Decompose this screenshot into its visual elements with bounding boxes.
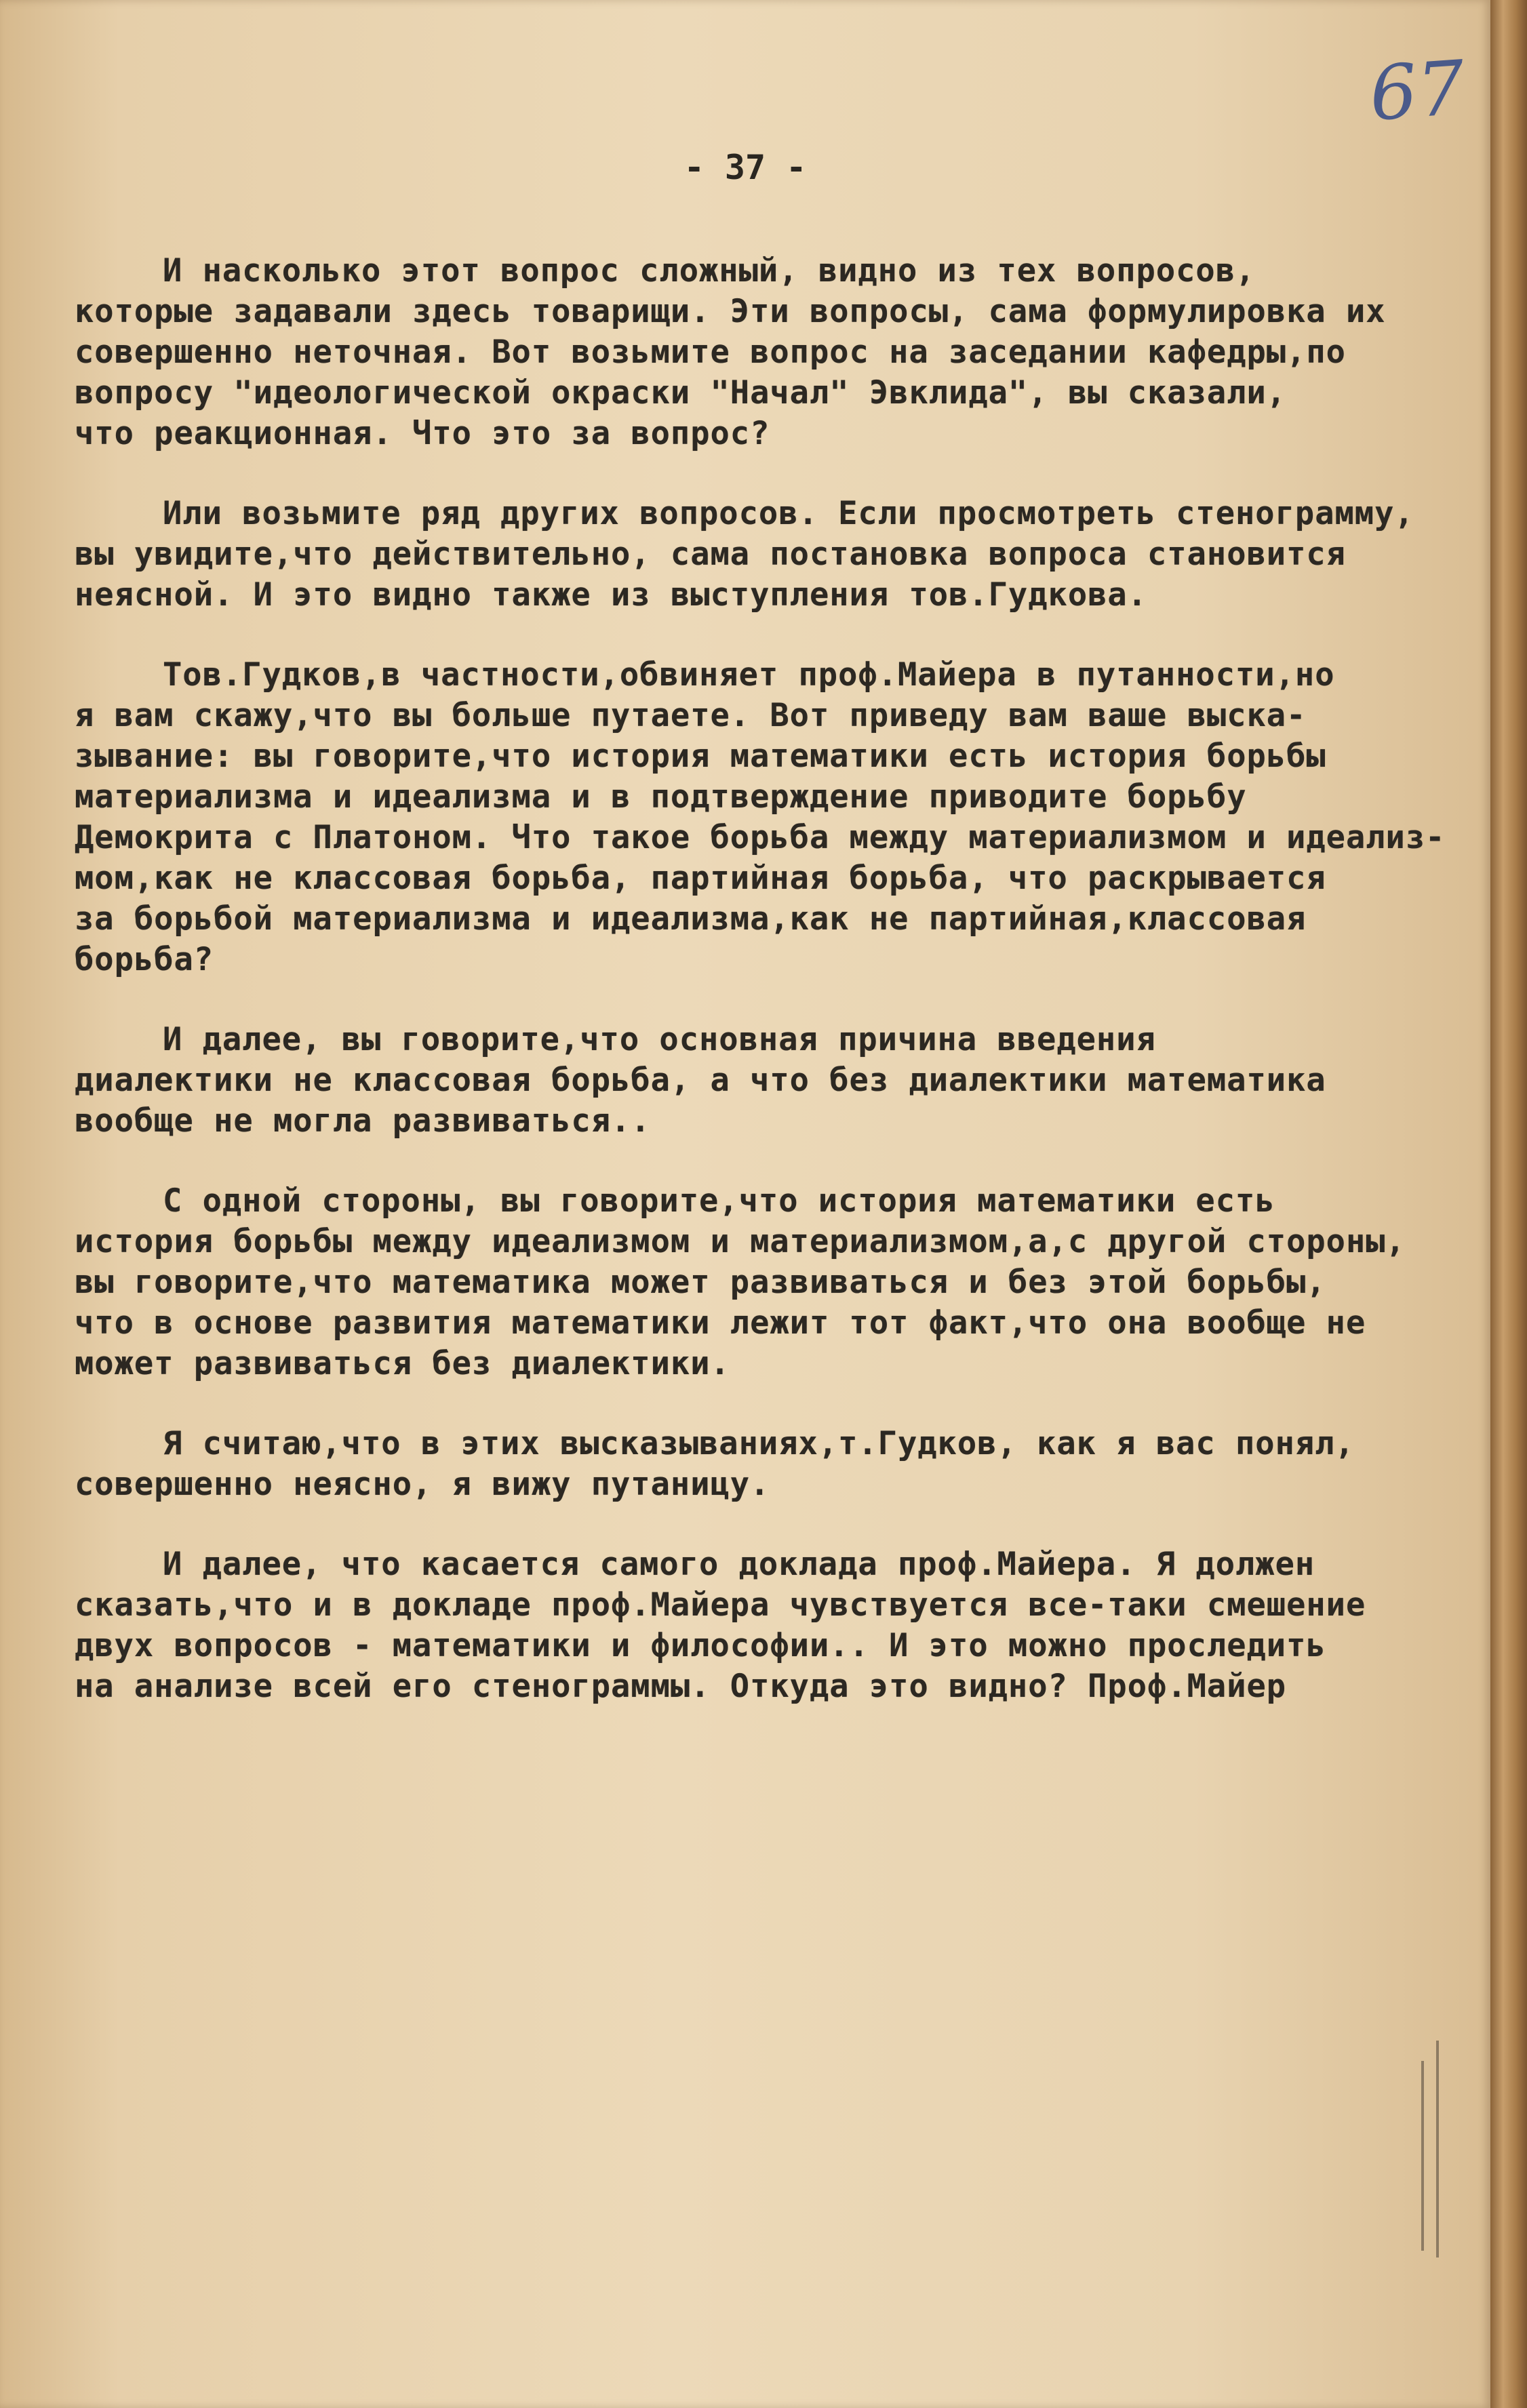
- text-line: на анализе всей его стенограммы. Откуда это видно? Проф.Майер: [75, 1668, 1287, 1705]
- text-line: Тов.Гудков,в частности,обвиняет проф.Майера в путанности,но: [163, 656, 1335, 694]
- text-line: неясной. И это видно также из выступления тов.Гудкова.: [75, 576, 1148, 614]
- text-line: сказать,что и в докладе проф.Майера чувствуется все-таки смешение: [75, 1586, 1366, 1624]
- text-line: что реакционная. Что это за вопрос?: [75, 415, 770, 452]
- text-line: вопросу "идеологической окраски "Начал" Эвклида", вы сказали,: [75, 374, 1287, 412]
- text-line: вы говорите,что математика может развиваться и без этой борьбы,: [75, 1264, 1326, 1301]
- text-line: совершенно неточная. Вот возьмите вопрос на заседании кафедры,по: [75, 334, 1346, 371]
- paragraph-2: [75, 494, 1471, 616]
- text-line: мом,как не классовая борьба, партийная борьба, что раскрывается: [75, 860, 1326, 897]
- paragraph-6: [75, 1424, 1471, 1505]
- text-line: диалектики не классовая борьба, а что без диалектики математика: [75, 1062, 1326, 1099]
- text-line: которые задавали здесь товарищи. Эти вопросы, сама формулировка их: [75, 293, 1386, 330]
- text-line: Я считаю,что в этих высказываниях,т.Гудков, как я вас понял,: [163, 1425, 1355, 1462]
- paragraph-gap: [75, 454, 1471, 494]
- text-line: борьба?: [75, 941, 214, 978]
- text-line: история борьбы между идеализмом и материализмом,а,с другой стороны,: [75, 1223, 1406, 1260]
- text-line: материализма и идеализма и в подтверждение приводите борьбу: [75, 778, 1247, 816]
- paragraph-gap: [75, 1142, 1471, 1181]
- text-line: двух вопросов - математики и философии.. И это можно проследить: [75, 1627, 1326, 1664]
- page-number: - 37 -: [683, 148, 807, 187]
- document-body: [75, 251, 1471, 1707]
- text-line: И далее, что касается самого доклада проф.Майера. Я должен: [163, 1546, 1315, 1583]
- text-line: вы увидите,что действительно, сама постановка вопроса становится: [75, 536, 1346, 573]
- text-line: совершенно неясно, я вижу путаницу.: [75, 1466, 770, 1503]
- archive-folio-number: 67: [1366, 44, 1468, 138]
- text-line: И далее, вы говорите,что основная причина введения: [163, 1021, 1156, 1058]
- margin-pencil-mark: [1421, 2061, 1424, 2251]
- text-line: может развиваться без диалектики.: [75, 1345, 730, 1382]
- text-line: за борьбой материализма и идеализма,как не партийная,классовая: [75, 900, 1307, 938]
- text-line: я вам скажу,что вы больше путаете. Вот приведу вам ваше выска-: [75, 697, 1307, 734]
- book-binding-edge: [1490, 0, 1527, 2408]
- paragraph-4: [75, 1020, 1471, 1142]
- paragraph-gap: [75, 616, 1471, 655]
- text-line: Демокрита с Платоном. Что такое борьба между материализмом и идеализ-: [75, 819, 1446, 856]
- text-line: С одной стороны, вы говорите,что история математики есть: [163, 1182, 1275, 1220]
- paragraph-gap: [75, 1505, 1471, 1544]
- paragraph-7: [75, 1544, 1471, 1707]
- paragraph-5: [75, 1181, 1471, 1384]
- paragraph-gap: [75, 980, 1471, 1020]
- text-line: И насколько этот вопрос сложный, видно из тех вопросов,: [163, 252, 1256, 289]
- text-line: вообще не могла развиваться..: [75, 1102, 651, 1140]
- paragraph-gap: [75, 1384, 1471, 1424]
- text-line: зывание: вы говорите,что история математики есть история борьбы: [75, 738, 1326, 775]
- text-line: что в основе развития математики лежит тот факт,что она вообще не: [75, 1304, 1366, 1342]
- paragraph-3: [75, 655, 1471, 980]
- text-line: Или возьмите ряд других вопросов. Если просмотреть стенограмму,: [163, 495, 1414, 532]
- margin-pencil-mark: [1436, 2041, 1439, 2258]
- paragraph-1: [75, 251, 1471, 454]
